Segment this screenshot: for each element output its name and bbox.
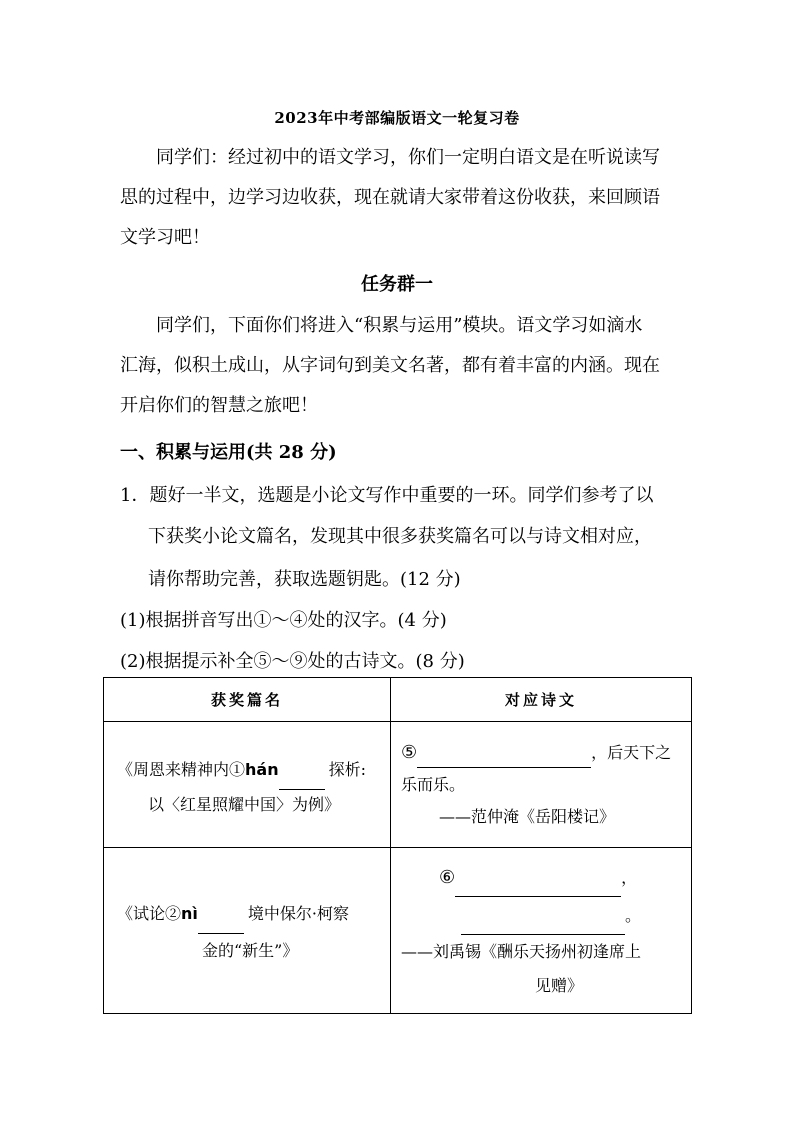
poem-cell xyxy=(391,848,692,1014)
poem-source: ——范仲淹《岳阳楼记》 xyxy=(439,806,616,826)
poem-cell xyxy=(391,722,692,848)
award-title-text-a: 《周恩来精神内 xyxy=(117,759,230,779)
pinyin-hint: hán xyxy=(245,759,279,779)
awards-table xyxy=(103,677,692,1014)
circled-number: ② xyxy=(165,903,182,923)
circled-number: ① xyxy=(229,759,246,779)
column-header-award-title: 获奖篇名 xyxy=(104,678,391,722)
sub-question-1: (1)根据拼音写出①～④处的汉字。(4 分) xyxy=(120,610,447,631)
poem-comma: ， xyxy=(621,867,638,887)
page-title: 2023年中考部编版语文一轮复习卷 xyxy=(274,109,520,127)
question-1-line-2: 下获奖小论文篇名，发现其中很多获奖篇名可以与诗文相对应， xyxy=(148,526,652,547)
circled-number: ⑥ xyxy=(439,866,456,888)
award-title-text-b: 境中保尔·柯察 xyxy=(247,903,349,923)
poem-line-2: 乐而乐。 xyxy=(401,774,466,794)
intro-line-1: 同学们：经过初中的语文学习，你们一定明白语文是在听说读写 xyxy=(156,147,660,168)
sub-question-2: (2)根据提示补全⑤～⑨处的古诗文。(8 分) xyxy=(120,651,465,672)
task-group-heading: 任务群一 xyxy=(361,274,433,295)
award-title-cell xyxy=(104,848,391,1014)
task-intro-paragraph xyxy=(120,306,680,426)
poem-source-line-1: ——刘禹锡《酬乐天扬州初逢席上 xyxy=(401,941,642,961)
column-header-poem: 对应诗文 xyxy=(391,678,692,722)
award-title-text-b: 探析: xyxy=(328,759,367,779)
pinyin-hint: nì xyxy=(181,903,198,923)
award-title-text-a: 《试论 xyxy=(117,903,166,923)
award-title-line-2: 以〈红星照耀中国〉为例》 xyxy=(148,794,341,814)
intro-line-2: 思的过程中，边学习边收获，现在就请大家带着这份收获，来回顾语 xyxy=(120,187,660,208)
task-intro-line-1: 同学们，下面你们将进入“积累与运用”模块。语文学习如滴水 xyxy=(156,315,643,336)
poem-source-line-2: 见赠》 xyxy=(535,975,584,995)
award-title-line-2: 金的“新生”》 xyxy=(202,940,299,960)
poem-tail: ，后天下之 xyxy=(591,742,672,762)
poem-period: 。 xyxy=(625,905,642,925)
intro-paragraph xyxy=(120,138,680,258)
table-row xyxy=(104,722,692,848)
award-title-cell xyxy=(104,722,391,848)
table-header-row xyxy=(104,678,692,722)
question-1-line-1: 1．题好一半文，选题是小论文写作中重要的一环。同学们参考了以 xyxy=(120,485,654,506)
question-1-line-3: 请你帮助完善，获取选题钥匙。(12 分) xyxy=(148,569,461,590)
task-intro-line-3: 开启你们的智慧之旅吧！ xyxy=(120,395,318,416)
circled-number: ⑤ xyxy=(401,741,418,763)
section-heading: 一、积累与运用(共 28 分) xyxy=(120,442,337,463)
table-row xyxy=(104,848,692,1014)
task-intro-line-2: 汇海，似积土成山，从字词句到美文名著，都有着丰富的内涵。现在 xyxy=(120,355,660,376)
intro-line-3: 文学习吧！ xyxy=(120,227,210,248)
